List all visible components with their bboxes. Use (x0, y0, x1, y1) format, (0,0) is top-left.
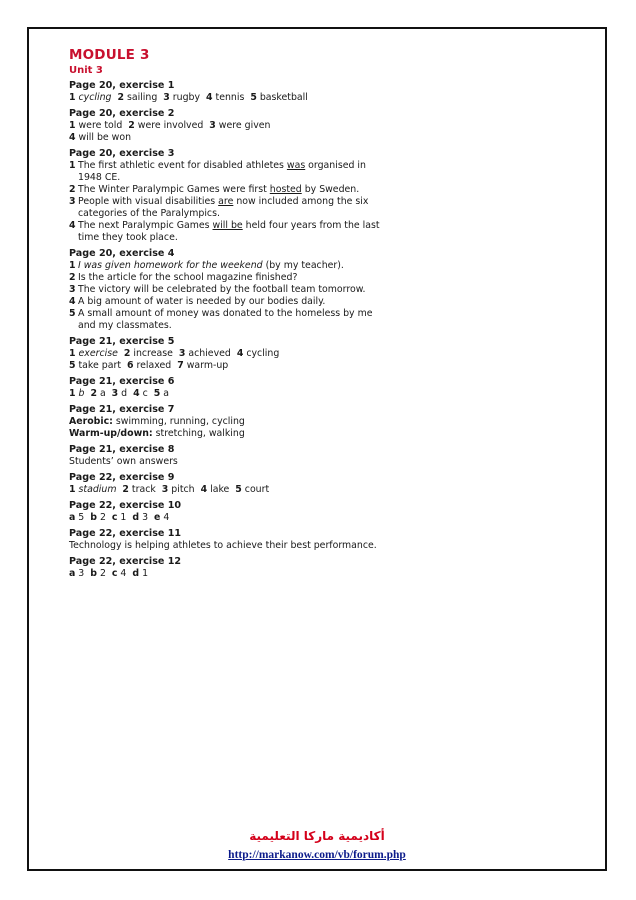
item-number: 3 (178, 348, 186, 359)
item-number: 2 (122, 484, 129, 495)
item-number: 6 (126, 360, 134, 371)
item-number: 3 (111, 388, 119, 399)
item-answer: pitch (168, 484, 195, 495)
answer-item (69, 160, 389, 184)
item-number: b (90, 568, 97, 579)
answer-item (69, 220, 389, 244)
item-text: The Winter Paralympic Games were first hosted by Sweden. (78, 184, 360, 195)
item-answer: 1 (117, 512, 127, 523)
exercise-4 (69, 248, 389, 332)
item-answer: d (118, 388, 128, 399)
item-answer: cycling (75, 92, 112, 103)
exercise-3 (69, 148, 389, 244)
item-number: 1 (69, 120, 76, 131)
item-number: 1 (69, 92, 76, 103)
item-text: People with visual disabilities are now included among the six categories of the Paralympics. (78, 196, 369, 219)
item-number: 5 (69, 360, 76, 371)
answer-item (69, 196, 389, 220)
item-number: 4 (200, 484, 208, 495)
item-number: 5 (153, 388, 161, 399)
item-number: c (111, 512, 118, 523)
item-answer: lake (207, 484, 230, 495)
exercise-10 (69, 500, 389, 524)
section-heading: Page 22, exercise 12 (69, 556, 182, 567)
item-number: d (132, 512, 140, 523)
item-answer: 2 (96, 512, 106, 523)
item-number: 1 (69, 348, 76, 359)
answer-line (69, 120, 389, 132)
exercise-2 (69, 108, 389, 144)
answer-row-aerobic: Aerobic: swimming, running, cycling (69, 416, 245, 427)
answer-line (69, 92, 389, 104)
item-answer: exercise (75, 348, 118, 359)
item-number: 3 (69, 196, 76, 207)
item-text: The next Paralympic Games will be held four years from the last time they took place. (78, 220, 380, 243)
unit-title: Unit 3 (69, 65, 103, 76)
item-answer: sailing (123, 92, 158, 103)
section-heading: Page 21, exercise 7 (69, 404, 175, 415)
item-number: 2 (117, 92, 124, 103)
item-number: a (69, 512, 76, 523)
item-answer: 3 (139, 512, 149, 523)
exercise-8 (69, 444, 389, 468)
item-text: Is the article for the school magazine finished? (78, 272, 298, 283)
section-heading: Page 20, exercise 4 (69, 248, 175, 259)
item-number: 2 (90, 388, 97, 399)
section-heading: Page 20, exercise 1 (69, 80, 175, 91)
answer-line (69, 484, 389, 496)
item-number: 1 (69, 160, 76, 171)
item-number: 3 (161, 484, 169, 495)
item-answer: 5 (75, 512, 85, 523)
page-frame (27, 27, 607, 871)
module-title: MODULE 3 (69, 47, 150, 63)
item-answer: 2 (96, 568, 106, 579)
answer-item (69, 308, 389, 332)
answer-item (69, 260, 389, 272)
item-number: 5 (235, 484, 242, 495)
item-number: 3 (69, 284, 76, 295)
item-number: 2 (69, 184, 76, 195)
item-number: c (111, 568, 118, 579)
item-text: The first athletic event for disabled athletes was organised in 1948 CE. (78, 160, 366, 183)
section-heading: Page 20, exercise 3 (69, 148, 175, 159)
item-number: 1 (69, 388, 76, 399)
answer-line (69, 360, 389, 372)
section-heading: Page 21, exercise 8 (69, 444, 175, 455)
item-text: I was given homework for the weekend (by my teacher). (78, 260, 344, 271)
item-number: 1 (69, 260, 76, 271)
item-number: e (154, 512, 161, 523)
item-answer: increase (130, 348, 173, 359)
item-number: 5 (69, 308, 76, 319)
item-number: 3 (163, 92, 170, 103)
answer-text: Technology is helping athletes to achieve their best performance. (69, 540, 377, 551)
exercise-12 (69, 556, 389, 580)
answer-line (69, 132, 389, 144)
exercise-6 (69, 376, 389, 400)
answer-row-warmup: Warm-up/down: stretching, walking (69, 428, 245, 439)
item-number: 7 (177, 360, 184, 371)
item-answer: cycling (243, 348, 280, 359)
answer-item (69, 296, 389, 308)
item-answer: take part (75, 360, 122, 371)
answer-item (69, 184, 389, 196)
item-answer: a (160, 388, 170, 399)
item-answer: were given (215, 120, 271, 131)
item-number: 2 (128, 120, 135, 131)
section-heading: Page 20, exercise 2 (69, 108, 175, 119)
section-heading: Page 21, exercise 5 (69, 336, 175, 347)
answer-key (69, 47, 389, 584)
exercise-1 (69, 80, 389, 104)
item-answer: track (128, 484, 156, 495)
answer-text: Students’ own answers (69, 456, 178, 467)
item-answer: 1 (139, 568, 149, 579)
item-number: 4 (236, 348, 244, 359)
academy-name: أكاديمية ماركا التعليمية (249, 829, 385, 843)
answer-line (69, 388, 389, 400)
section-heading: Page 22, exercise 9 (69, 472, 175, 483)
item-answer: c (139, 388, 148, 399)
section-heading: Page 22, exercise 11 (69, 528, 182, 539)
item-number: 4 (69, 220, 76, 231)
item-answer: tennis (212, 92, 245, 103)
item-number: 5 (250, 92, 257, 103)
item-text: The victory will be celebrated by the football team tomorrow. (78, 284, 366, 295)
item-answer: relaxed (133, 360, 172, 371)
item-answer: warm-up (183, 360, 229, 371)
item-text: A big amount of water is needed by our bodies daily. (78, 296, 326, 307)
item-number: 4 (206, 92, 213, 103)
item-answer: 4 (160, 512, 170, 523)
item-number: 2 (69, 272, 76, 283)
answer-line (69, 512, 389, 524)
item-answer: were told (75, 120, 123, 131)
item-answer: stadium (75, 484, 117, 495)
item-answer: court (241, 484, 270, 495)
item-answer: rugby (169, 92, 201, 103)
item-text: A small amount of money was donated to the homeless by me and my classmates. (78, 308, 373, 331)
item-number: 1 (69, 484, 76, 495)
item-answer: were involved (134, 120, 204, 131)
item-number: a (69, 568, 76, 579)
section-heading: Page 22, exercise 10 (69, 500, 182, 511)
section-heading: Page 21, exercise 6 (69, 376, 175, 387)
item-number: 2 (123, 348, 131, 359)
item-number: b (90, 512, 97, 523)
item-answer: 3 (75, 568, 85, 579)
item-answer: 4 (117, 568, 127, 579)
item-answer: a (96, 388, 106, 399)
item-answer: will be won (75, 132, 132, 143)
answer-item (69, 272, 389, 284)
answer-line (69, 348, 389, 360)
item-number: 4 (69, 132, 76, 143)
item-number: 4 (69, 296, 76, 307)
exercise-7 (69, 404, 389, 440)
exercise-9 (69, 472, 389, 496)
item-answer: achieved (185, 348, 231, 359)
item-answer: basketball (256, 92, 308, 103)
answer-item (69, 284, 389, 296)
item-number: 4 (133, 388, 140, 399)
forum-link[interactable]: http://markanow.com/vb/forum.php (228, 849, 406, 861)
item-answer: b (75, 388, 85, 399)
item-number: 3 (209, 120, 216, 131)
item-number: d (132, 568, 140, 579)
exercise-5 (69, 336, 389, 372)
answer-line (69, 568, 389, 580)
exercise-11 (69, 528, 389, 552)
